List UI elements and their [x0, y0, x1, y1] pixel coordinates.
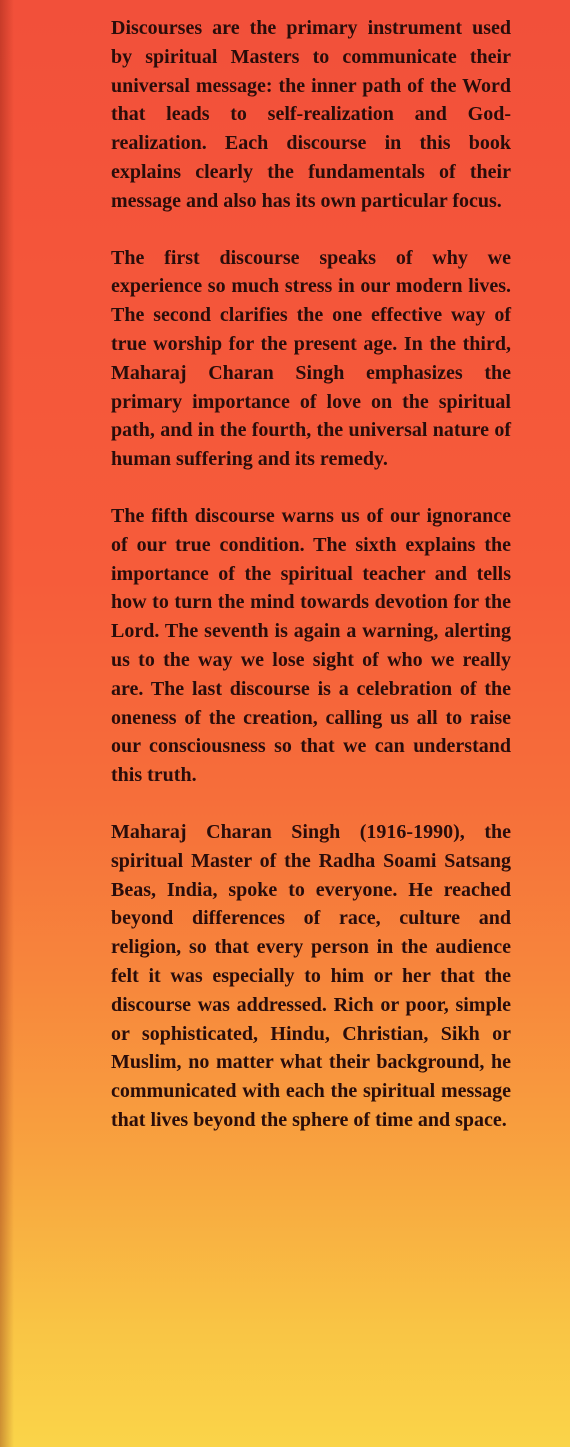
paragraph-discourses-one-to-four: The first discourse speaks of why we experience so much stress in our modern lives. The second clarifies the one effective way of true worship for the present age. In the third, Maharaj Charan Singh emphasizes the primary importance of love on the spiritual path, and in the fourth, the universal nature of human suffering and its remedy.: [111, 246, 511, 471]
paragraph-discourses-five-to-eight: The fifth discourse warns us of our ignorance of our true condition. The sixth explains the importance of the spiritual teacher and tells how to turn the mind towards devotion for the Lord. The seventh is again a warning, alerting us to the way we lose sight of who we really are. The last discourse is a celebration of the oneness of the creation, calling us all to raise our consciousness so that we can understand this truth.: [111, 504, 511, 787]
cover-edge-shadow: [0, 0, 14, 1447]
paragraph-intro: Discourses are the primary instrument used by spiritual Masters to communicate their universal message: the inner path of the Word that leads to self-realization and God-realization. Each discourse in this book explains clearly the fundamentals of their message and also has its own particular focus.: [111, 17, 511, 212]
paragraph-author-bio: Maharaj Charan Singh (1916-1990), the spiritual Master of the Radha Soami Satsang Beas, India, spoke to everyone. He reached beyond differences of race, culture and religion, so that every person in the audience felt it was especially to him or her that the discourse was addressed. Rich or poor, simple or sophisticated, Hindu, Christian, Sikh or Muslim, no matter what their background, he communicated with each the spiritual message that lives beyond the sphere of time and space.: [111, 820, 511, 1131]
back-cover-text: [111, 14, 511, 1163]
